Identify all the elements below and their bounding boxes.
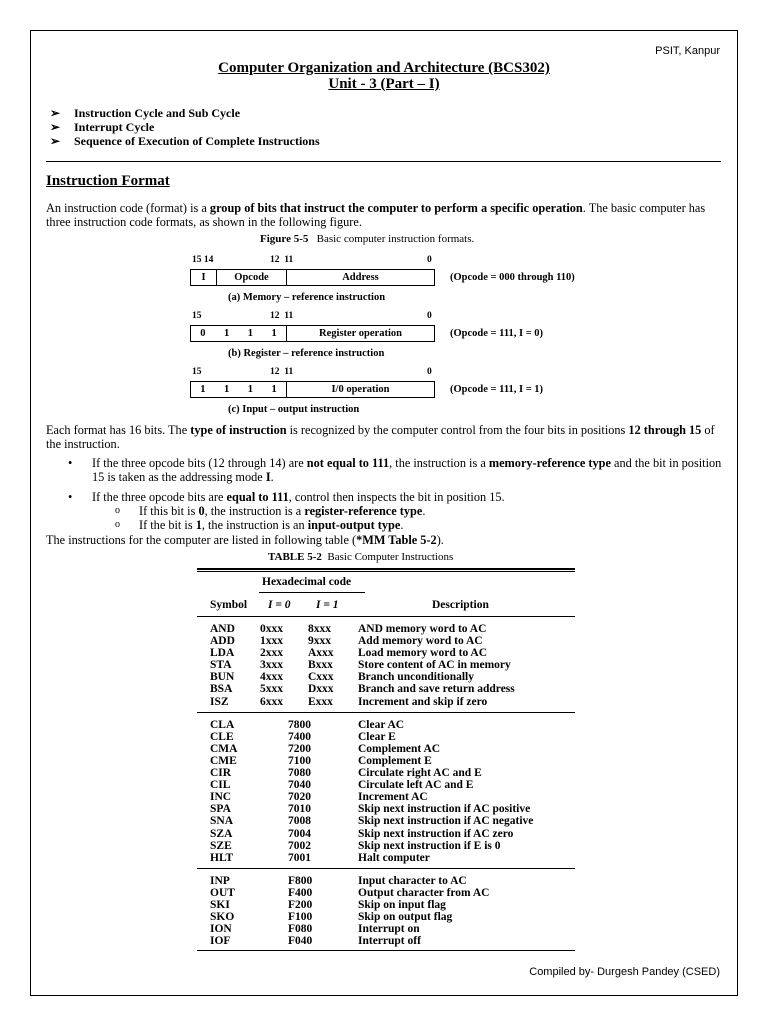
hex-i0-cell: 7020 — [288, 791, 311, 804]
symbol-cell: INP — [210, 874, 230, 887]
table-row — [200, 779, 575, 791]
field-address: Address — [342, 272, 379, 283]
table-row — [200, 803, 575, 815]
table-row — [200, 696, 575, 708]
hex-i1-cell: 9xxx — [308, 635, 331, 648]
description-cell: Interrupt off — [358, 935, 421, 948]
description-cell: Complement AC — [358, 742, 441, 755]
bit-value: 1 — [271, 328, 277, 339]
table-row — [200, 719, 575, 731]
memory-reference-format — [190, 269, 435, 286]
bit-label: 12 11 — [270, 311, 294, 321]
hex-i0-cell: F800 — [288, 874, 313, 887]
table-row — [200, 840, 575, 852]
bit-value: 1 — [224, 328, 230, 339]
hex-i0-cell: 2xxx — [260, 647, 283, 660]
description-cell: Complement E — [358, 754, 432, 767]
group-rule — [197, 868, 575, 869]
table-top-rule — [197, 568, 575, 570]
symbol-cell: SKO — [210, 911, 235, 924]
bit-value: 0 — [200, 328, 206, 339]
institute-label: PSIT, Kanpur — [655, 45, 720, 57]
format-caption: (b) Register – reference instruction — [228, 348, 385, 359]
topic-item: ➢ Sequence of Execution of Complete Instructions — [50, 134, 320, 148]
bit-value: 1 — [224, 384, 230, 395]
sub-bullet-register: o If this bit is 0, the instruction is a register-reference type. — [115, 504, 426, 518]
description-cell: Circulate right AC and E — [358, 767, 482, 780]
symbol-cell: CIL — [210, 779, 231, 792]
input-output-format — [190, 381, 435, 398]
hex-i0-cell: 7008 — [288, 815, 311, 828]
bit-label: 12 11 — [270, 367, 294, 377]
sub-bullet-io: o If the bit is 1, the instruction is an input-output type. — [115, 518, 404, 532]
table-intro: The instructions for the computer are listed in following table (*MM Table 5-2). — [46, 533, 444, 547]
table-row — [200, 815, 575, 827]
table-row — [200, 875, 575, 887]
table-row — [200, 671, 575, 683]
symbol-cell: CMA — [210, 742, 238, 755]
table-row — [200, 647, 575, 659]
bullet-opcode-111: • If the three opcode bits are equal to 111, control then inspects the bit in position 15. — [68, 490, 505, 504]
symbol-cell: SNA — [210, 815, 234, 828]
hex-i0-cell: 7080 — [288, 767, 311, 780]
field-io-operation: I/0 operation — [331, 384, 390, 395]
col-header-i1: I = 1 — [316, 599, 339, 611]
format-caption: (a) Memory – reference instruction — [228, 292, 386, 303]
symbol-cell: HLT — [210, 851, 234, 864]
field-i: I — [191, 270, 217, 285]
format-note: (Opcode = 111, I = 0) — [450, 328, 544, 339]
hex-i1-cell: Dxxx — [308, 683, 334, 696]
hex-i1-cell: 8xxx — [308, 623, 331, 635]
bit-label: 0 — [427, 311, 432, 321]
description-cell: Skip on input flag — [358, 898, 446, 911]
hex-i0-cell: 6xxx — [260, 695, 283, 708]
table-bottom-rule — [197, 950, 575, 951]
bit-label: 12 11 — [270, 255, 294, 265]
description-cell: Interrupt on — [358, 923, 420, 936]
document-title: Computer Organization and Architecture (BCS302) — [218, 60, 550, 76]
table-row — [200, 935, 575, 947]
format-note: (Opcode = 000 through 110) — [450, 272, 575, 283]
description-cell: Load memory word to AC — [358, 647, 488, 660]
description-cell: Increment and skip if zero — [358, 695, 488, 708]
table-row — [200, 635, 575, 647]
table-row — [200, 828, 575, 840]
hex-i0-cell: F080 — [288, 923, 313, 936]
header-rule — [259, 592, 365, 593]
description-cell: Clear AC — [358, 718, 405, 731]
hex-i0-cell: 7002 — [288, 839, 311, 852]
unit-title: Unit - 3 (Part – I) — [328, 76, 440, 92]
format-note: (Opcode = 111, I = 1) — [450, 384, 544, 395]
hex-i0-cell: F100 — [288, 911, 313, 924]
table-row — [200, 791, 575, 803]
table-row — [200, 623, 575, 635]
bit-value: 1 — [247, 384, 253, 395]
symbol-cell: OUT — [210, 886, 235, 899]
description-cell: Store content of AC in memory — [358, 659, 511, 672]
hex-i0-cell: 7001 — [288, 851, 311, 864]
hex-i1-cell: Exxx — [308, 695, 333, 708]
description-cell: Output character from AC — [358, 886, 490, 899]
symbol-cell: ADD — [210, 635, 235, 648]
topic-item: ➢ Instruction Cycle and Sub Cycle — [50, 106, 241, 120]
symbol-cell: INC — [210, 791, 232, 804]
table-row — [200, 899, 575, 911]
description-cell: Skip next instruction if AC positive — [358, 803, 531, 816]
hex-i1-cell: Cxxx — [308, 671, 334, 684]
symbol-cell: BSA — [210, 683, 233, 696]
bit-label: 15 — [192, 311, 202, 321]
hex-i0-cell: 0xxx — [260, 623, 283, 635]
table-row — [200, 767, 575, 779]
description-cell: Clear E — [358, 730, 396, 743]
description-cell: Input character to AC — [358, 874, 467, 887]
table-row — [200, 743, 575, 755]
col-header-symbol: Symbol — [210, 599, 248, 611]
table-row — [200, 659, 575, 671]
symbol-cell: CIR — [210, 767, 232, 780]
symbol-cell: LDA — [210, 647, 235, 660]
table-row — [200, 731, 575, 743]
hex-i0-cell: F040 — [288, 935, 313, 948]
hex-i0-cell: F400 — [288, 886, 313, 899]
description-cell: Skip next instruction if AC zero — [358, 827, 514, 840]
header-bottom-rule — [197, 616, 575, 617]
description-cell: Add memory word to AC — [358, 635, 483, 648]
symbol-cell: AND — [210, 623, 235, 635]
hex-i0-cell: 7040 — [288, 779, 311, 792]
table-row — [200, 923, 575, 935]
hex-i0-cell: 3xxx — [260, 659, 283, 672]
symbol-cell: ISZ — [210, 695, 229, 708]
hex-i0-cell: 7200 — [288, 742, 311, 755]
bit-value: 1 — [247, 328, 253, 339]
group-separator — [200, 708, 575, 719]
table-row — [200, 887, 575, 899]
intro-paragraph: An instruction code (format) is a group of bits that instruct the computer to perform a specific operation. The basic computer has three instruction code formats, as shown in the following figure. — [46, 201, 706, 229]
hex-code-header: Hexadecimal code — [262, 576, 352, 588]
table-row — [200, 755, 575, 767]
divider — [46, 161, 721, 162]
table-top-rule — [197, 571, 575, 572]
hex-i0-cell: 4xxx — [260, 671, 283, 684]
section-heading: Instruction Format — [46, 173, 170, 189]
bit-label: 15 14 — [192, 255, 214, 265]
hex-i1-cell: Bxxx — [308, 659, 333, 672]
hex-i0-cell: 7100 — [288, 754, 311, 767]
hex-i0-cell: 7800 — [288, 718, 311, 731]
format-caption: (c) Input – output instruction — [228, 404, 360, 415]
bit-label: 0 — [427, 255, 432, 265]
description-cell: Branch unconditionally — [358, 671, 474, 684]
table-row — [200, 911, 575, 923]
col-header-i0: I = 0 — [268, 599, 291, 611]
description-cell: Branch and save return address — [358, 683, 515, 696]
bit-value: 1 — [200, 384, 206, 395]
bullet-memory-reference: • If the three opcode bits (12 through 14) are not equal to 111, the instruction is a memory-reference type and the bit in position 15 is taken as the addressing mode I. — [68, 456, 722, 484]
description-cell: AND memory word to AC — [358, 623, 487, 635]
symbol-cell: SPA — [210, 803, 231, 816]
col-header-description: Description — [432, 599, 489, 611]
bit-label: 0 — [427, 367, 432, 377]
description-cell: Skip on output flag — [358, 911, 453, 924]
figure-title: Figure 5-5 Basic computer instruction formats. — [260, 233, 475, 245]
symbol-cell: STA — [210, 659, 232, 672]
instruction-table — [200, 623, 575, 947]
symbol-cell: CLE — [210, 730, 234, 743]
bit-label: 15 — [192, 367, 202, 377]
table-title: TABLE 5-2 Basic Computer Instructions — [268, 551, 454, 563]
hex-i1-cell: Axxx — [308, 647, 334, 660]
format-paragraph: Each format has 16 bits. The type of instruction is recognized by the computer control from the four bits in positions 12 through 15 of the instruction. — [46, 423, 715, 451]
topic-item: ➢ Interrupt Cycle — [50, 120, 155, 134]
field-opcode: Opcode — [217, 270, 287, 285]
bit-value: 1 — [271, 384, 277, 395]
field-register-operation: Register operation — [319, 328, 402, 339]
description-cell: Skip next instruction if AC negative — [358, 815, 534, 828]
hex-i0-cell: F200 — [288, 898, 313, 911]
symbol-cell: SKI — [210, 898, 230, 911]
description-cell: Increment AC — [358, 791, 428, 804]
hex-i0-cell: 7400 — [288, 730, 311, 743]
group-rule — [197, 712, 575, 713]
hex-i0-cell: 1xxx — [260, 635, 283, 648]
footer-credit: Compiled by- Durgesh Pandey (CSED) — [529, 966, 720, 978]
hex-i0-cell: 5xxx — [260, 683, 283, 696]
symbol-cell: CLA — [210, 718, 235, 731]
register-reference-format — [190, 325, 435, 342]
table-row — [200, 683, 575, 695]
description-cell: Skip next instruction if E is 0 — [358, 839, 501, 852]
symbol-cell: CME — [210, 754, 237, 767]
description-cell: Halt computer — [358, 851, 430, 864]
symbol-cell: SZA — [210, 827, 233, 840]
hex-i0-cell: 7010 — [288, 803, 311, 816]
symbol-cell: BUN — [210, 671, 235, 684]
symbol-cell: ION — [210, 923, 232, 936]
hex-i0-cell: 7004 — [288, 827, 311, 840]
symbol-cell: SZE — [210, 839, 232, 852]
description-cell: Circulate left AC and E — [358, 779, 474, 792]
symbol-cell: IOF — [210, 935, 231, 948]
table-row — [200, 852, 575, 864]
group-separator — [200, 864, 575, 875]
